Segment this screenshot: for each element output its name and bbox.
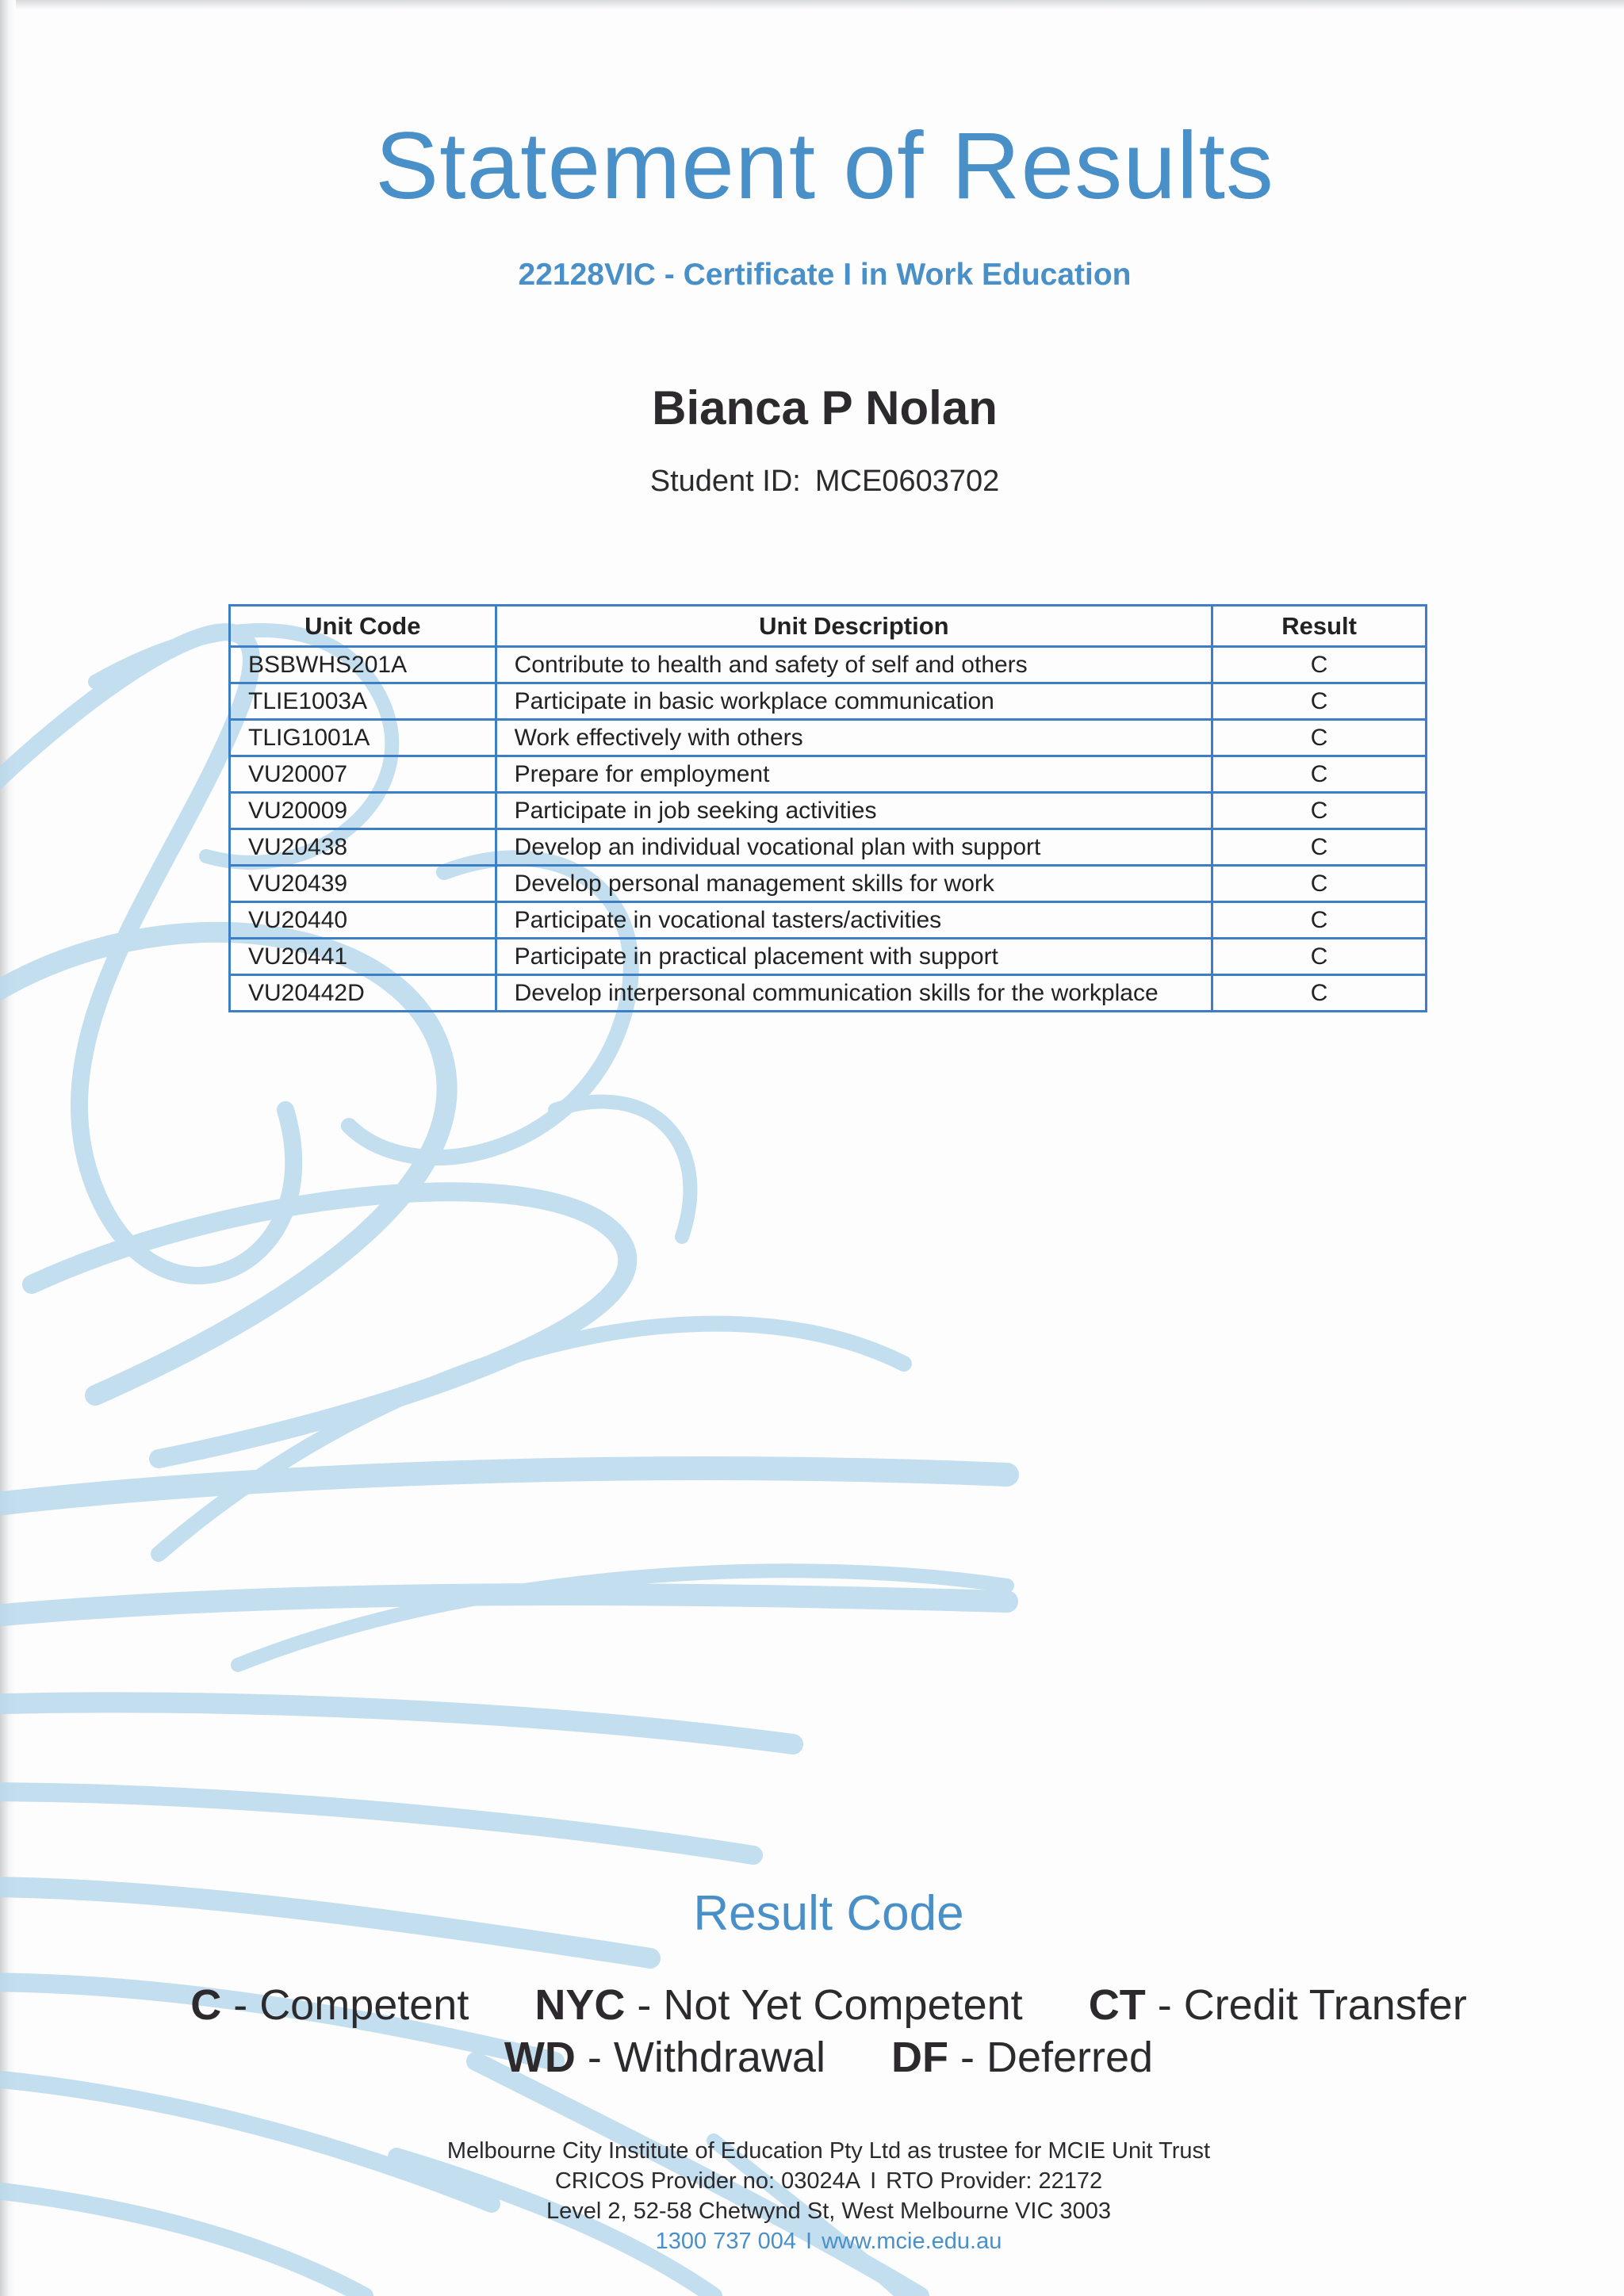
unit-description-cell: Participate in vocational tasters/activities [496, 902, 1212, 939]
student-id-label: Student ID: [649, 465, 801, 498]
legend-item-competent: C - Competent [190, 1981, 469, 2029]
table-row [230, 902, 1427, 939]
result-cell: C [1212, 683, 1427, 720]
result-code-legend-line-2 [0, 2033, 1624, 2082]
legend-meaning: Deferred [986, 2034, 1154, 2081]
result-code-heading: Result Code [693, 1886, 964, 1941]
legend-item-withdrawal: WD - Withdrawal [504, 2034, 825, 2081]
footer-separator: I [806, 2229, 813, 2254]
scan-top-edge [0, 0, 1624, 10]
result-cell: C [1212, 939, 1427, 975]
table-row [230, 939, 1427, 975]
unit-code-cell: VU20441 [230, 939, 496, 975]
institute-footer [0, 2136, 1624, 2256]
table-row [230, 829, 1427, 866]
unit-code-cell: TLIG1001A [230, 720, 496, 756]
table-row [230, 756, 1427, 793]
legend-item-credit-transfer: CT - Credit Transfer [1088, 1981, 1467, 2029]
result-cell: C [1212, 902, 1427, 939]
unit-code-cell: VU20440 [230, 902, 496, 939]
header-result: Result [1212, 606, 1427, 647]
footer-website-link[interactable]: www.mcie.edu.au [822, 2229, 1002, 2254]
unit-code-cell: BSBWHS201A [230, 647, 496, 683]
unit-description-cell: Contribute to health and safety of self and others [496, 647, 1212, 683]
result-cell: C [1212, 756, 1427, 793]
unit-description-cell: Develop personal management skills for work [496, 866, 1212, 902]
footer-separator: I [870, 2168, 877, 2194]
legend-meaning: Competent [259, 1981, 469, 2029]
unit-description-cell: Develop an individual vocational plan with support [496, 829, 1212, 866]
results-table [228, 604, 1427, 1012]
footer-institute-name: Melbourne City Institute of Education Pty Ltd as trustee for MCIE Unit Trust [446, 2138, 1211, 2164]
table-row [230, 683, 1427, 720]
unit-description-cell: Participate in practical placement with support [496, 939, 1212, 975]
result-cell: C [1212, 793, 1427, 829]
legend-meaning: Credit Transfer [1183, 1981, 1467, 2029]
result-cell: C [1212, 866, 1427, 902]
legend-code: CT [1088, 1981, 1146, 2029]
legend-meaning: Not Yet Competent [663, 1981, 1023, 2029]
student-name: Bianca P Nolan [652, 381, 998, 434]
student-id-line [0, 465, 1624, 499]
result-code-legend-line-1 [0, 1980, 1624, 2030]
footer-cricos: CRICOS Provider no: 03024A [554, 2168, 861, 2194]
result-cell: C [1212, 829, 1427, 866]
legend-code: WD [504, 2034, 576, 2081]
unit-description-cell: Prepare for employment [496, 756, 1212, 793]
legend-code: NYC [534, 1981, 626, 2029]
document-title: Statement of Results [375, 113, 1274, 219]
footer-provider-line [0, 2166, 1624, 2196]
legend-meaning: Withdrawal [613, 2034, 825, 2081]
unit-code-cell: VU20007 [230, 756, 496, 793]
table-row [230, 866, 1427, 902]
table-row [230, 975, 1427, 1012]
unit-code-cell: VU20009 [230, 793, 496, 829]
table-row [230, 720, 1427, 756]
header-unit-description: Unit Description [496, 606, 1212, 647]
footer-address: Level 2, 52-58 Chetwynd St, West Melbourne VIC 3003 [546, 2198, 1111, 2224]
unit-code-cell: TLIE1003A [230, 683, 496, 720]
footer-phone: 1300 737 004 [655, 2229, 797, 2254]
course-title: 22128VIC - Certificate I in Work Education [518, 258, 1132, 292]
unit-description-cell: Participate in job seeking activities [496, 793, 1212, 829]
legend-item-deferred: DF - Deferred [891, 2034, 1154, 2081]
table-row [230, 793, 1427, 829]
unit-description-cell: Develop interpersonal communication skills for the workplace [496, 975, 1212, 1012]
footer-rto: RTO Provider: 22172 [886, 2168, 1103, 2194]
unit-description-cell: Participate in basic workplace communication [496, 683, 1212, 720]
result-cell: C [1212, 720, 1427, 756]
table-header-row [230, 606, 1427, 647]
legend-item-not-yet-competent: NYC - Not Yet Competent [534, 1981, 1023, 2029]
scan-left-edge [0, 0, 16, 2296]
header-unit-code: Unit Code [230, 606, 496, 647]
unit-description-cell: Work effectively with others [496, 720, 1212, 756]
table-row [230, 647, 1427, 683]
legend-code: C [190, 1981, 222, 2029]
unit-code-cell: VU20442D [230, 975, 496, 1012]
legend-code: DF [891, 2034, 948, 2081]
unit-code-cell: VU20438 [230, 829, 496, 866]
footer-contact-line [0, 2226, 1624, 2256]
result-cell: C [1212, 975, 1427, 1012]
unit-code-cell: VU20439 [230, 866, 496, 902]
student-id-value: MCE0603702 [814, 465, 1000, 498]
result-cell: C [1212, 647, 1427, 683]
